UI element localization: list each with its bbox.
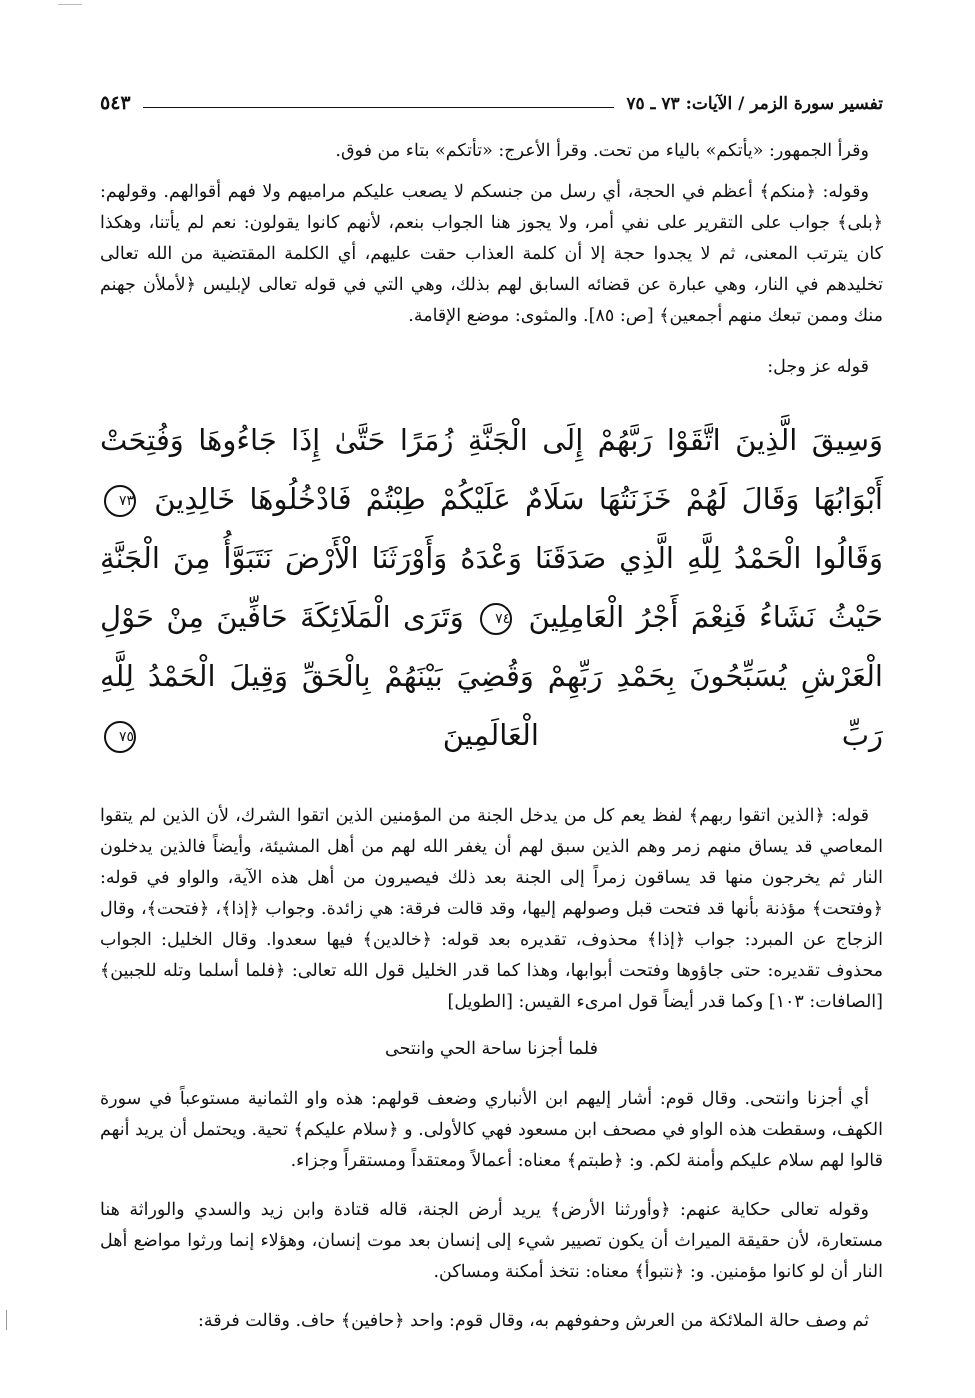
paragraph-readings: وقرأ الجمهور: «يأتكم» بالياء من تحت. وقرأ الأعرج: «تأتكم» بتاء من فوق.: [335, 141, 869, 161]
running-header: [100, 88, 883, 114]
verse-text-75: وَتَرَى الْمَلَائِكَةَ حَافِّينَ مِنْ حَوْلِ الْعَرْشِ يُسَبِّحُونَ بِحَمْدِ رَبِّهِمْ وَقُضِيَ بَيْنَهُمْ بِالْحَقِّ وَقِيلَ الْحَمْدُ لِلَّهِ رَبِّ الْعَالَمِينَ: [100, 600, 884, 752]
verse-number-73: ٧٣: [104, 485, 136, 517]
header-title: تفسير سورة الزمر / الآيات: ٧٣ ـ ٧٥: [626, 94, 883, 114]
quran-verse-block: [100, 411, 883, 765]
verse-text-73: وَسِيقَ الَّذِينَ اتَّقَوْا رَبَّهُمْ إِلَى الْجَنَّةِ زُمَرًا حَتَّىٰ إِذَا جَاءُوهَا وَفُتِحَتْ أَبْوَابُهَا وَقَالَ لَهُمْ خَزَنَتُهَا سَلَامٌ عَلَيْكُمْ طِبْتُمْ فَادْخُلُوهَا خَالِدِينَ: [100, 423, 883, 516]
paragraph-intro-verse: قوله عز وجل:: [767, 357, 869, 377]
paragraph-commentary-3: أي أجزنا وانتحى. وقال قوم: أشار إليهم ابن الأنباري وضعف قولهم: هذه واو الثمانية مستوعباً في سورة الكهف، وسقطت هذه الواو في مصحف ابن مسعود فهي كالأولى. و ﴿سلام عليكم﴾ تحية. ويحتمل أن يريد أنهم قالوا لهم سلام عليكم وأمنة لكم. و: ﴿طبتم﴾ معناه: أعمالاً ومعتقداً ومستقراً وجزاء.: [100, 1089, 883, 1171]
header-rule: [143, 107, 615, 108]
paragraph-commentary-5: ثم وصف حالة الملائكة من العرش وحفوفهم به، وقال قوم: واحد ﴿حافين﴾ حاف. وقالت فرقة:: [198, 1311, 869, 1331]
paragraph-commentary-1: وقوله: ﴿منكم﴾ أعظم في الحجة، أي رسل من جنسكم لا يصعب عليكم مراميهم ولا فهم أقوالهم. وقولهم: ﴿بلى﴾ جواب على التقرير على نفي أمر، ولا يجوز هنا الجواب بنعم، لأنهم كانوا يقولون: نعم لم يأتنا، وهكذا كان يترتب المعنى، ثم لا يجدوا حجة إلا أن كلمة العذاب حقت عليهم، أي الكلمة المقتضية من الله تعالى تخليدهم في النار، وهي عبارة عن قضائه السابق لهم بذلك، وهي التي في قوله تعالى لإبليس ﴿لأملأن جهنم منك وممن تبعك منهم أجمعين﴾ [ص: ٨٥]. والمثوى: موضع الإقامة.: [100, 182, 883, 326]
poem-line: فلما أجزنا ساحة الحي وانتحى: [384, 1039, 599, 1059]
page-number: ٥٤٣: [100, 92, 131, 114]
verse-text-74: وَقَالُوا الْحَمْدُ لِلَّهِ الَّذِي صَدَقَنَا وَعْدَهُ وَأَوْرَثَنَا الْأَرْضَ نَتَبَوَّأُ مِنَ الْجَنَّةِ حَيْثُ نَشَاءُ فَنِعْمَ أَجْرُ الْعَامِلِينَ: [100, 541, 883, 634]
verse-number-74: ٧٤: [480, 603, 512, 635]
paragraph-commentary-2: قوله: ﴿الذين اتقوا ربهم﴾ لفظ يعم كل من يدخل الجنة من المؤمنين الذين اتقوا الشرك، لأن الذين لم يتقوا المعاصي قد يساق منهم زمر وهم الذين سبق لهم أن يغفر الله لهم من أهل المشيئة، وأيضاً فالذين يدخلون النار ثم يخرجون منها قد يساقون زمراً إلى الجنة بعد ذلك فيصيرون من أهل هذه الآية، والواو في قوله: ﴿وفتحت﴾ مؤذنة بأنها قد فتحت قبل وصولهم إليها، وقد قالت فرقة: هي زائدة. وجواب ﴿إذا﴾، ﴿فتحت﴾، وقال الزجاج عن المبرد: جواب ﴿إذا﴾ محذوف، تقديره بعد قوله: ﴿خالدين﴾ فيها سعدوا. وقال الخليل: الجواب محذوف تقديره: حتى جاؤوها وفتحت أبوابها، وهذا كما قدر الخليل قول الله تعالى: ﴿فلما أسلما وتله للجبين﴾ [الصافات: ١٠٣] وكما قدر أيضاً قول امرىء القيس: [الطويل]: [100, 806, 883, 1012]
scan-artifact-dash: [58, 4, 82, 5]
paragraph-commentary-4: وقوله تعالى حكاية عنهم: ﴿وأورثنا الأرض﴾ يريد أرض الجنة، قاله قتادة وابن زيد والسدي والوراثة هنا مستعارة، لأن حقيقة الميراث أن يكون تصيير شيء إلى إنسان بعد موت إنسان، وهؤلاء إنما ورثوا مواضع أهل النار أن لو كانوا مؤمنين. و: ﴿نتبوأ﴾ معناه: نتخذ أمكنة ومساكن.: [100, 1200, 883, 1282]
scan-artifact-line: [6, 1310, 7, 1330]
verse-number-75: ٧٥: [104, 721, 136, 753]
